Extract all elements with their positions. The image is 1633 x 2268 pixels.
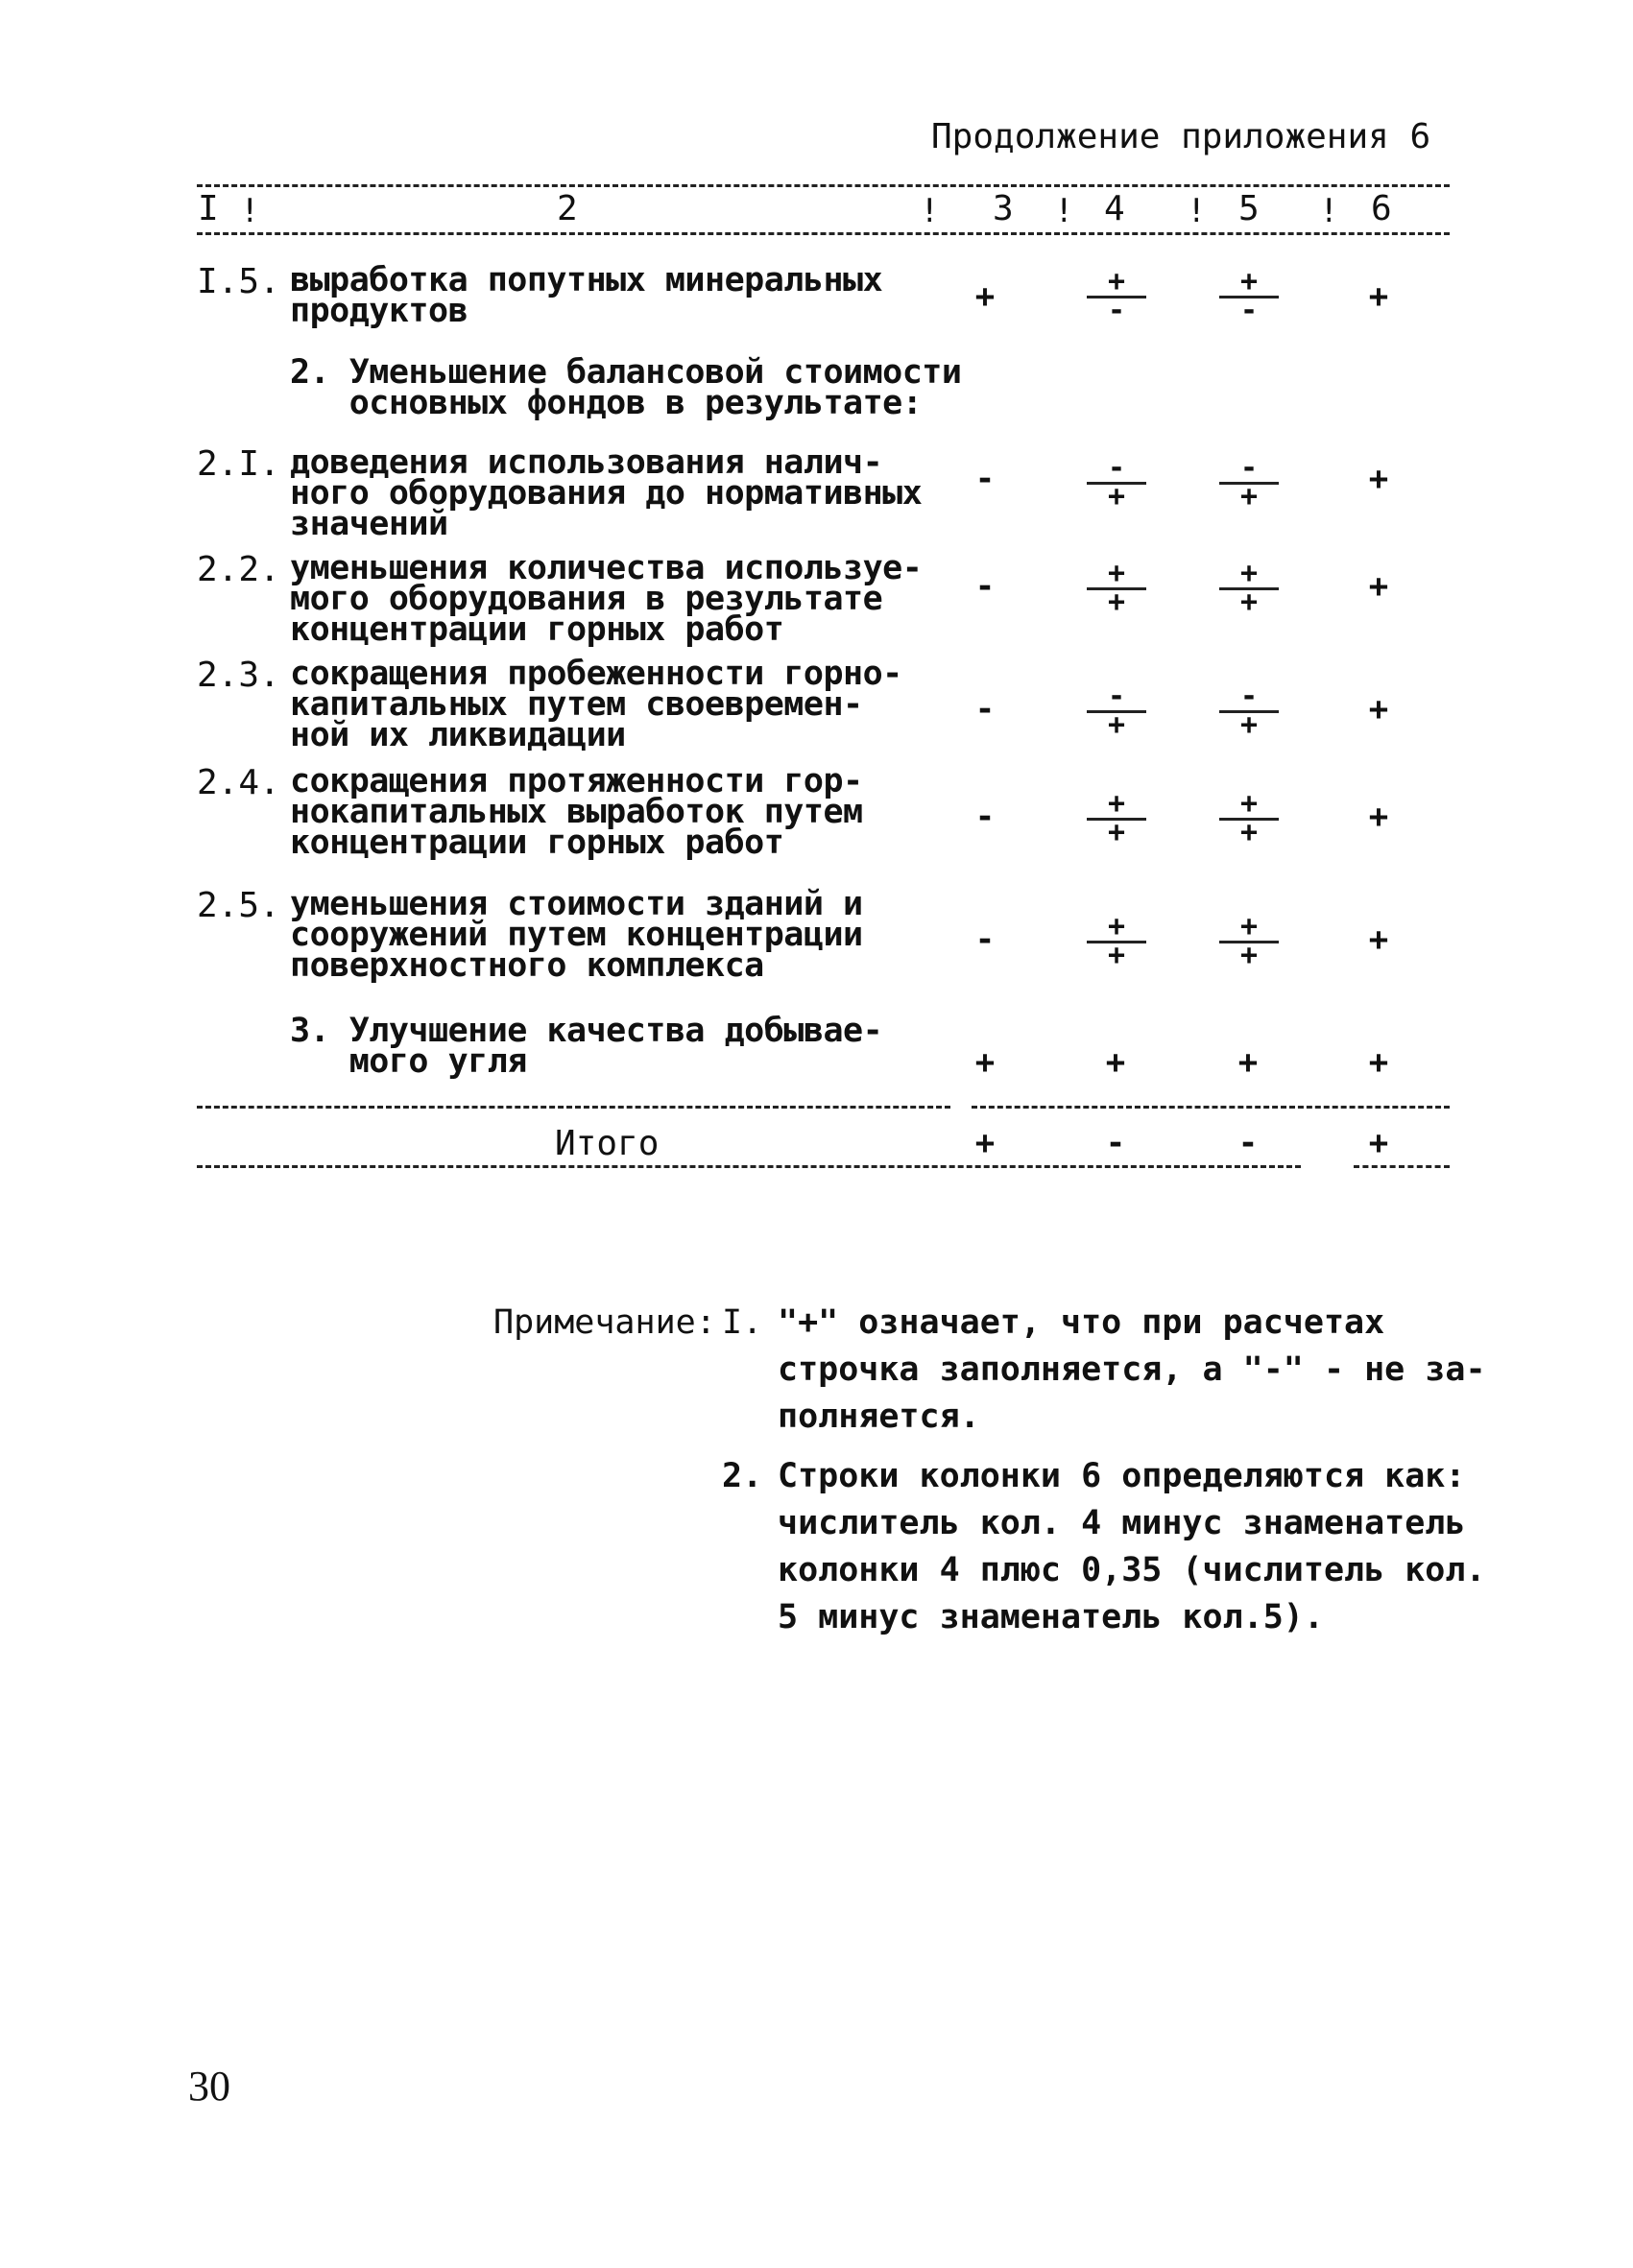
note-number: I.	[722, 1303, 763, 1342]
cell-col4: +	[1105, 1043, 1126, 1082]
fraction-col4	[1085, 787, 1148, 849]
row-number: 2.5.	[197, 886, 280, 925]
cell-col3: -	[974, 460, 996, 498]
fraction-col4	[1085, 451, 1148, 513]
header-col-3: 3	[993, 189, 1014, 228]
fraction-numerator: +	[1107, 787, 1126, 821]
fraction-denominator: +	[1239, 480, 1259, 513]
cell-col6: +	[1368, 277, 1389, 316]
cell-col3: -	[974, 920, 996, 959]
fraction-numerator: +	[1239, 557, 1259, 590]
cell-col6: +	[1368, 460, 1389, 498]
fraction-denominator: +	[1239, 708, 1259, 742]
row-text-line: нокапитальных выработок путем	[290, 793, 863, 831]
row-text-line: уменьшения стоимости зданий и	[290, 885, 863, 923]
note-line: "+" означает, что при расчетах	[778, 1303, 1385, 1342]
cell-col5: +	[1237, 1043, 1259, 1082]
note-line: числитель кол. 4 минус знаменатель	[778, 1504, 1466, 1542]
fraction-numerator: +	[1239, 787, 1259, 821]
row-text-line: сокращения протяженности гор-	[290, 762, 863, 800]
row-text-line: концентрации горных работ	[290, 610, 784, 649]
page-number: 30	[188, 2063, 230, 2110]
fraction-col5	[1217, 910, 1281, 972]
note-line: строчка заполняется, а "-" - не за-	[778, 1350, 1486, 1389]
fraction-denominator: +	[1107, 939, 1126, 972]
fraction-denominator: +	[1107, 585, 1126, 619]
total-top-rule	[972, 1106, 1450, 1109]
header-col-5: 5	[1238, 189, 1260, 228]
fraction-numerator: +	[1107, 557, 1126, 590]
section-heading-line: мого угля	[290, 1042, 527, 1081]
fraction-denominator: +	[1239, 816, 1259, 849]
page-heading: Продолжение приложения 6	[931, 117, 1431, 156]
row-number: 2.2.	[197, 550, 280, 589]
total-col6: +	[1368, 1124, 1389, 1162]
header-col-1: I	[198, 189, 219, 228]
fraction-col5	[1217, 787, 1281, 849]
total-col5: -	[1237, 1124, 1259, 1162]
fraction-col5	[1217, 557, 1281, 619]
row-text-line: капитальных путем своевремен-	[290, 685, 863, 724]
note-line: Строки колонки 6 определяются как:	[778, 1457, 1466, 1495]
row-text-line: сооружений путем концентрации	[290, 916, 863, 954]
row-text-line: сокращения пробеженности горно-	[290, 655, 902, 693]
header-separator: !	[1054, 192, 1074, 230]
fraction-numerator: +	[1239, 910, 1259, 943]
fraction-col5	[1217, 680, 1281, 742]
fraction-denominator: +	[1239, 585, 1259, 619]
table-top-rule	[197, 184, 1450, 187]
cell-col3: +	[974, 277, 996, 316]
fraction-denominator: +	[1239, 939, 1259, 972]
row-text-line: значений	[290, 505, 448, 543]
note-number: 2.	[722, 1457, 763, 1495]
note-line: полняется.	[778, 1397, 980, 1436]
row-text-line: поверхностного комплекса	[290, 946, 764, 985]
total-top-rule	[197, 1106, 950, 1109]
fraction-col4	[1085, 265, 1148, 327]
cell-col6: +	[1368, 920, 1389, 959]
fraction-col4	[1085, 910, 1148, 972]
header-separator: !	[920, 192, 940, 230]
table-bottom-rule	[197, 1165, 1301, 1168]
section-heading-line: 2. Уменьшение балансовой стоимости	[290, 353, 962, 392]
fraction-denominator: +	[1107, 708, 1126, 742]
header-separator: !	[1187, 192, 1207, 230]
row-text-line: ного оборудования до нормативных	[290, 474, 923, 513]
header-bottom-rule	[197, 232, 1450, 235]
fraction-col4	[1085, 557, 1148, 619]
fraction-col5	[1217, 451, 1281, 513]
row-text-line: ной их ликвидации	[290, 716, 626, 754]
row-text-line: мого оборудования в результате	[290, 580, 883, 618]
cell-col3: -	[974, 567, 996, 606]
section-heading-line: 3. Улучшение качества добывае-	[290, 1012, 883, 1050]
cell-col6: +	[1368, 567, 1389, 606]
fraction-denominator: -	[1107, 294, 1126, 327]
cell-col6: +	[1368, 798, 1389, 836]
note-line: колонки 4 плюс 0,35 (числитель кол.	[778, 1551, 1486, 1589]
row-text-line: доведения использования налич-	[290, 443, 883, 482]
total-label: Итого	[555, 1124, 660, 1163]
fraction-col4	[1085, 680, 1148, 742]
cell-col6: +	[1368, 690, 1389, 728]
cell-col3: -	[974, 798, 996, 836]
cell-col3: +	[974, 1043, 996, 1082]
fraction-denominator: +	[1107, 816, 1126, 849]
note-line: 5 минус знаменатель кол.5).	[778, 1598, 1324, 1636]
fraction-numerator: -	[1239, 451, 1259, 485]
header-separator: !	[1319, 192, 1339, 230]
note-label: Примечание:	[493, 1303, 716, 1342]
cell-col3: -	[974, 690, 996, 728]
cell-col6: +	[1368, 1043, 1389, 1082]
fraction-numerator: +	[1107, 265, 1126, 298]
row-text-line: продуктов	[290, 292, 468, 330]
row-number: 2.I.	[197, 444, 280, 484]
header-col-2: 2	[557, 189, 578, 228]
fraction-denominator: +	[1107, 480, 1126, 513]
header-col-6: 6	[1371, 189, 1392, 228]
row-number: 2.3.	[197, 656, 280, 695]
fraction-numerator: +	[1107, 910, 1126, 943]
header-separator: !	[240, 192, 260, 230]
row-text-line: выработка попутных минеральных	[290, 261, 883, 299]
row-text-line: концентрации горных работ	[290, 824, 784, 862]
row-text-line: уменьшения количества используе-	[290, 549, 923, 587]
row-number: I.5.	[197, 262, 280, 301]
fraction-numerator: -	[1239, 680, 1259, 713]
fraction-numerator: -	[1107, 680, 1126, 713]
section-heading-line: основных фондов в результате:	[290, 384, 923, 422]
fraction-denominator: -	[1239, 294, 1259, 327]
table-bottom-rule	[1354, 1165, 1450, 1168]
row-number: 2.4.	[197, 763, 280, 802]
fraction-numerator: +	[1239, 265, 1259, 298]
fraction-col5	[1217, 265, 1281, 327]
fraction-numerator: -	[1107, 451, 1126, 485]
total-col3: +	[974, 1124, 996, 1162]
total-col4: -	[1105, 1124, 1126, 1162]
header-col-4: 4	[1104, 189, 1125, 228]
